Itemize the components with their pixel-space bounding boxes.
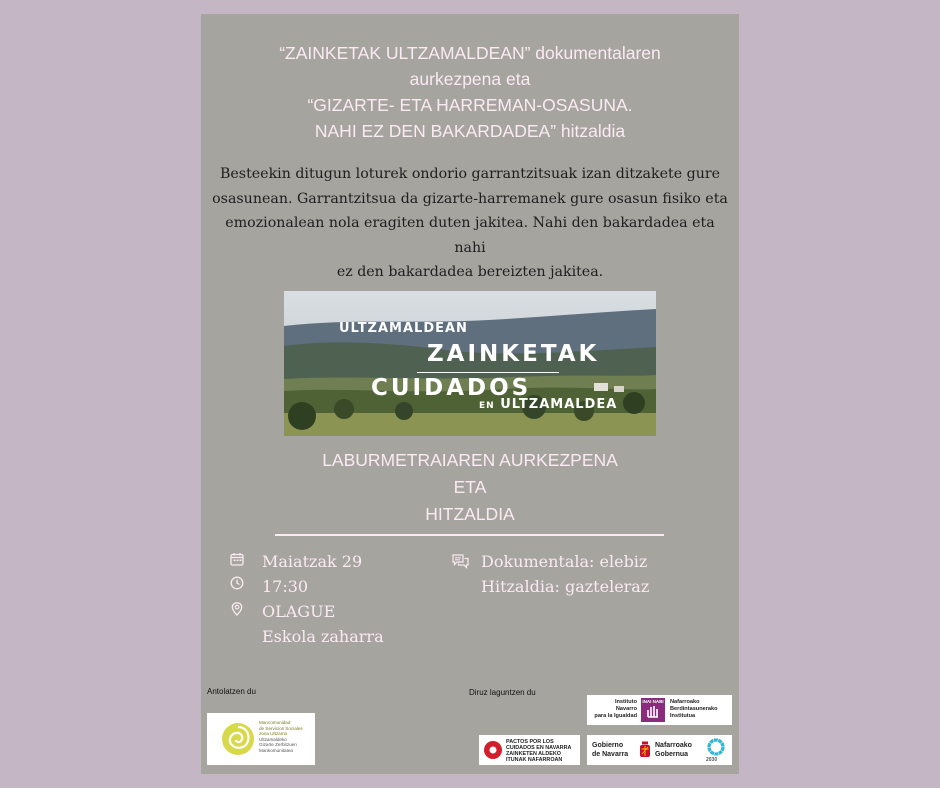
poster-title <box>201 40 739 144</box>
agenda-2030-wheel-icon <box>707 738 725 756</box>
logo-text-line: Mankomunitatea <box>259 747 293 753</box>
subtitle-line: HITZALDIA <box>425 504 515 524</box>
logo-text-line: zona Ultzama <box>259 731 288 737</box>
spiral-logo-icon <box>218 719 258 759</box>
location-pin-icon <box>230 602 244 616</box>
intro-line: osasunean. Garrantzitsua da gizarte-harremanek gure osasun fisiko eta <box>212 190 728 207</box>
logo-text-line: Nafarroako <box>655 742 692 749</box>
logo-text-line: CUIDADOS EN NAVARRA <box>506 745 572 751</box>
intro-paragraph <box>211 162 729 285</box>
logo-text-line: Mancomunidad <box>259 720 291 725</box>
pactos-logo-text <box>506 739 571 763</box>
intro-line: ez den bakardadea bereizten jakitea. <box>336 264 604 280</box>
gobierno-logo-left-text <box>592 742 628 759</box>
event-place: OLAGUE <box>262 602 336 621</box>
event-subtitle <box>201 447 739 528</box>
logo-text-line: Gobierno <box>592 742 624 749</box>
logo-text-line: de Navarra <box>592 750 629 758</box>
logo-text-line: ZAINKETEN ALDEKO <box>506 751 561 757</box>
title-line: NAHI EZ DEN BAKARDADEA” hitzaldia <box>314 121 626 141</box>
documentary-still-image <box>284 291 656 436</box>
logo-text-line: Gizarte Zerbitzuen <box>259 742 297 748</box>
photo-caption-en-ultzamaldea <box>479 397 617 412</box>
funder-logo-gobierno-navarra <box>587 735 732 765</box>
intro-line: emozionalean nola eragiten duten jakitea. Nahi den bakardadea eta nahi <box>225 215 715 256</box>
photo-caption-ultzamaldea: ULTZAMALDEA <box>500 397 618 412</box>
pactos-heart-icon <box>483 740 503 760</box>
logo-text-line: Gobernua <box>655 750 689 758</box>
section-divider <box>275 534 664 536</box>
documentary-language: Dokumentala: elebiz <box>481 552 648 571</box>
logo-text-line: Berdintasunerako <box>670 706 718 712</box>
intro-line: Besteekin ditugun loturek ondorio garrantzitsuak izan ditzakete gure <box>219 166 721 182</box>
title-line: aurkezpena eta <box>409 69 531 89</box>
igualdad-logo-mark-text: INAI NABI <box>642 699 664 704</box>
subtitle-line: ETA <box>453 477 487 497</box>
organizer-label: Antolatzen du <box>207 687 256 696</box>
event-time: 17:30 <box>262 577 309 596</box>
funder-label: Diruz laguntzen du <box>469 688 536 697</box>
talk-language: Hitzaldia: gazteleraz <box>481 577 650 596</box>
igualdad-logo-left-text <box>592 699 637 720</box>
clock-icon <box>230 576 244 590</box>
organizer-logo-text <box>259 720 303 754</box>
logo-text-line: Ultzamaldeko <box>259 736 287 742</box>
event-date: Maiatzak 29 <box>262 552 363 571</box>
logo-text-line: Navarro <box>615 706 637 712</box>
logo-text-line: ITUNAK NAFARROAN <box>506 757 563 763</box>
funder-logo-igualdad <box>587 695 732 725</box>
title-line: “GIZARTE- ETA HARREMAN-OSASUNA. <box>307 95 633 115</box>
agenda-2030-label: 2030 <box>706 757 718 763</box>
funder-logo-pactos-cuidados <box>479 735 580 765</box>
igualdad-logo-mark <box>641 698 665 722</box>
hand-icon <box>645 704 661 718</box>
event-venue: Eskola zaharra <box>262 627 384 646</box>
navarra-coat-of-arms-icon <box>639 741 651 759</box>
logo-text-line: Nafarroako <box>670 699 700 705</box>
photo-caption-divider <box>417 372 559 373</box>
logo-text-line: para la Igualdad <box>594 713 637 719</box>
photo-caption-en: EN <box>479 401 495 411</box>
logo-text-line: Institutua <box>670 713 696 719</box>
logo-text-line: de Servicios Sociales <box>259 725 303 731</box>
igualdad-logo-right-text <box>670 699 718 720</box>
logo-text-line: PACTOS POR LOS <box>506 739 554 745</box>
subtitle-line: LABURMETRAIAREN AURKEZPENA <box>322 450 618 470</box>
event-poster <box>201 14 739 774</box>
organizer-logo-mancomunidad <box>207 713 315 765</box>
logo-text-line: Instituto <box>614 699 637 705</box>
photo-caption-ultzamaldean: ULTZAMALDEAN <box>339 321 468 336</box>
title-line: “ZAINKETAK ULTZAMALDEAN” dokumentalaren <box>279 43 661 63</box>
photo-caption-cuidados: CUIDADOS <box>371 375 532 401</box>
gobierno-logo-right-text <box>655 742 692 759</box>
chat-bubbles-icon <box>452 554 469 569</box>
photo-caption-zainketak: ZAINKETAK <box>427 341 600 367</box>
calendar-icon <box>230 552 244 566</box>
